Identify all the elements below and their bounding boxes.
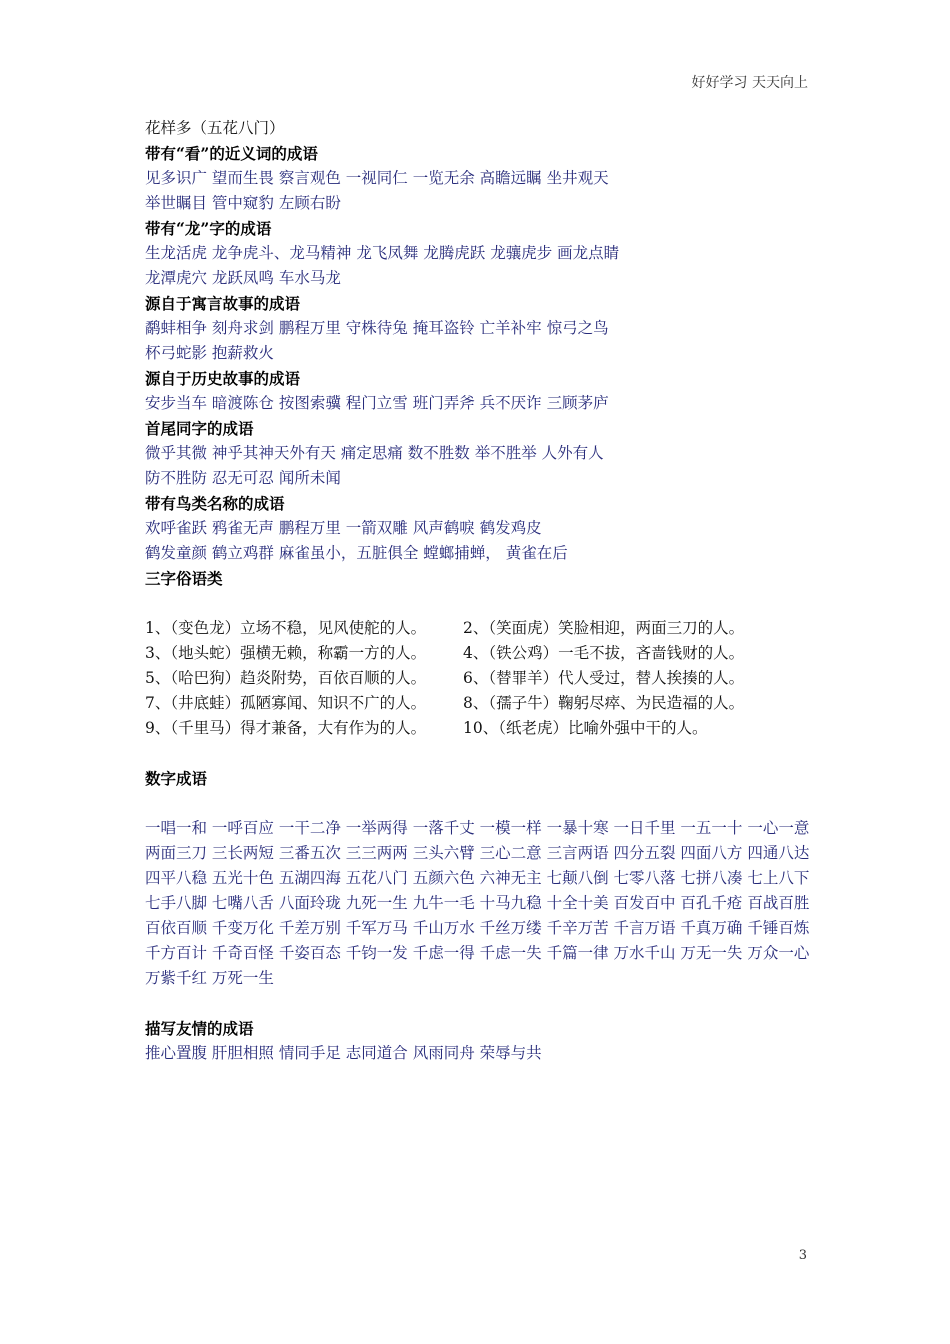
section-heading-sanzi: 三字俗语类 bbox=[145, 569, 223, 588]
saying-right: 2、（笑面虎）笑脸相迎，两面三刀的人。 bbox=[463, 619, 745, 637]
saying-left: 7、（井底蛙）孤陋寡闻、知识不广的人。 bbox=[145, 694, 427, 712]
idiom-line: 见多识广 望而生畏 察言观色 一视同仁 一览无余 高瞻远瞩 坐井观天 bbox=[145, 169, 609, 187]
saying-right: 4、（铁公鸡）一毛不拔，吝啬钱财的人。 bbox=[463, 644, 745, 662]
document-body bbox=[145, 116, 810, 1066]
saying-right: 8、（孺子牛）鞠躬尽瘁、为民造福的人。 bbox=[463, 694, 745, 712]
idiom-line: 防不胜防 忍无可忍 闻所未闻 bbox=[145, 469, 341, 487]
section-heading-youqing: 描写友情的成语 bbox=[145, 1019, 254, 1038]
saying-left: 1、（变色龙）立场不稳，见风使舵的人。 bbox=[145, 619, 427, 637]
idiom-line: 生龙活虎 龙争虎斗、龙马精神 龙飞凤舞 龙腾虎跃 龙骧虎步 画龙点睛 bbox=[145, 244, 620, 262]
saying-row bbox=[145, 616, 810, 641]
idiom-line: 欢呼雀跃 鸦雀无声 鹏程万里 一箭双雕 风声鹤唳 鹤发鸡皮 bbox=[145, 519, 542, 537]
idiom-paragraph: 一唱一和 一呼百应 一干二净 一举两得 一落千丈 一模一样 一暴十寒 一日千里 一五一十 一心一意 bbox=[145, 819, 810, 837]
idiom-line: 万紫千红 万死一生 bbox=[145, 969, 274, 987]
idiom-paragraph: 四平八稳 五光十色 五湖四海 五花八门 五颜六色 六神无主 七颠八倒 七零八落 七拼八凑 七上八下 bbox=[145, 869, 810, 887]
page-number: 3 bbox=[798, 1248, 807, 1263]
saying-left: 3、（地头蛇）强横无赖，称霸一方的人。 bbox=[145, 644, 427, 662]
idiom-paragraph: 百依百顺 千变万化 千差万别 千军万马 千山万水 千丝万缕 千辛万苦 千言万语 千真万确 千锤百炼 bbox=[145, 919, 810, 937]
idiom-paragraph: 七手八脚 七嘴八舌 八面玲珑 九死一生 九牛一毛 十马九稳 十全十美 百发百中 百孔千疮 百战百胜 bbox=[145, 894, 810, 912]
spacer bbox=[145, 591, 810, 616]
section-heading-shouwei: 首尾同字的成语 bbox=[145, 419, 254, 438]
saying-row bbox=[145, 716, 810, 741]
saying-left: 5、（哈巴狗）趋炎附势，百依百顺的人。 bbox=[145, 669, 427, 687]
idiom-line: 举世瞩目 管中窥豹 左顾右盼 bbox=[145, 194, 341, 212]
spacer bbox=[145, 991, 810, 1016]
section-heading-yuyan: 源自于寓言故事的成语 bbox=[145, 294, 301, 313]
section-heading-kan: 带有“看”的近义词的成语 bbox=[145, 144, 318, 163]
idiom-line: 鹬蚌相争 刻舟求剑 鹏程万里 守株待兔 掩耳盗铃 亡羊补牢 惊弓之鸟 bbox=[145, 319, 609, 337]
idiom-line: 微乎其微 神乎其神天外有天 痛定思痛 数不胜数 举不胜举 人外有人 bbox=[145, 444, 604, 462]
page-header: 好好学习 天天向上 bbox=[691, 75, 808, 91]
saying-right: 10、（纸老虎）比喻外强中干的人。 bbox=[463, 719, 708, 737]
idiom-paragraph: 千方百计 千奇百怪 千姿百态 千钧一发 千虑一得 千虑一失 千篇一律 万水千山 万无一失 万众一心 bbox=[145, 944, 810, 962]
saying-right: 6、（替罪羊）代人受过，替人挨揍的人。 bbox=[463, 669, 745, 687]
idiom-line: 龙潭虎穴 龙跃凤鸣 车水马龙 bbox=[145, 269, 341, 287]
text-line: 花样多（五花八门） bbox=[145, 119, 285, 137]
idiom-paragraph: 两面三刀 三长两短 三番五次 三三两两 三头六臂 三心二意 三言两语 四分五裂 四面八方 四通八达 bbox=[145, 844, 810, 862]
saying-row bbox=[145, 666, 810, 691]
idiom-line: 安步当车 暗渡陈仓 按图索骥 程门立雪 班门弄斧 兵不厌诈 三顾茅庐 bbox=[145, 394, 609, 412]
section-heading-lishi: 源自于历史故事的成语 bbox=[145, 369, 301, 388]
section-heading-long: 带有“龙”字的成语 bbox=[145, 219, 272, 238]
idiom-line: 推心置腹 肝胆相照 情同手足 志同道合 风雨同舟 荣辱与共 bbox=[145, 1044, 542, 1062]
saying-left: 9、（千里马）得才兼备，大有作为的人。 bbox=[145, 719, 427, 737]
section-heading-shuzi: 数字成语 bbox=[145, 769, 208, 788]
idiom-line: 杯弓蛇影 抱薪救火 bbox=[145, 344, 274, 362]
idiom-line: 鹤发童颜 鹤立鸡群 麻雀虽小，五脏俱全 螳螂捕蝉， 黄雀在后 bbox=[145, 544, 568, 562]
saying-row bbox=[145, 691, 810, 716]
section-heading-niao: 带有鸟类名称的成语 bbox=[145, 494, 285, 513]
saying-row bbox=[145, 641, 810, 666]
spacer bbox=[145, 791, 810, 816]
spacer bbox=[145, 741, 810, 766]
